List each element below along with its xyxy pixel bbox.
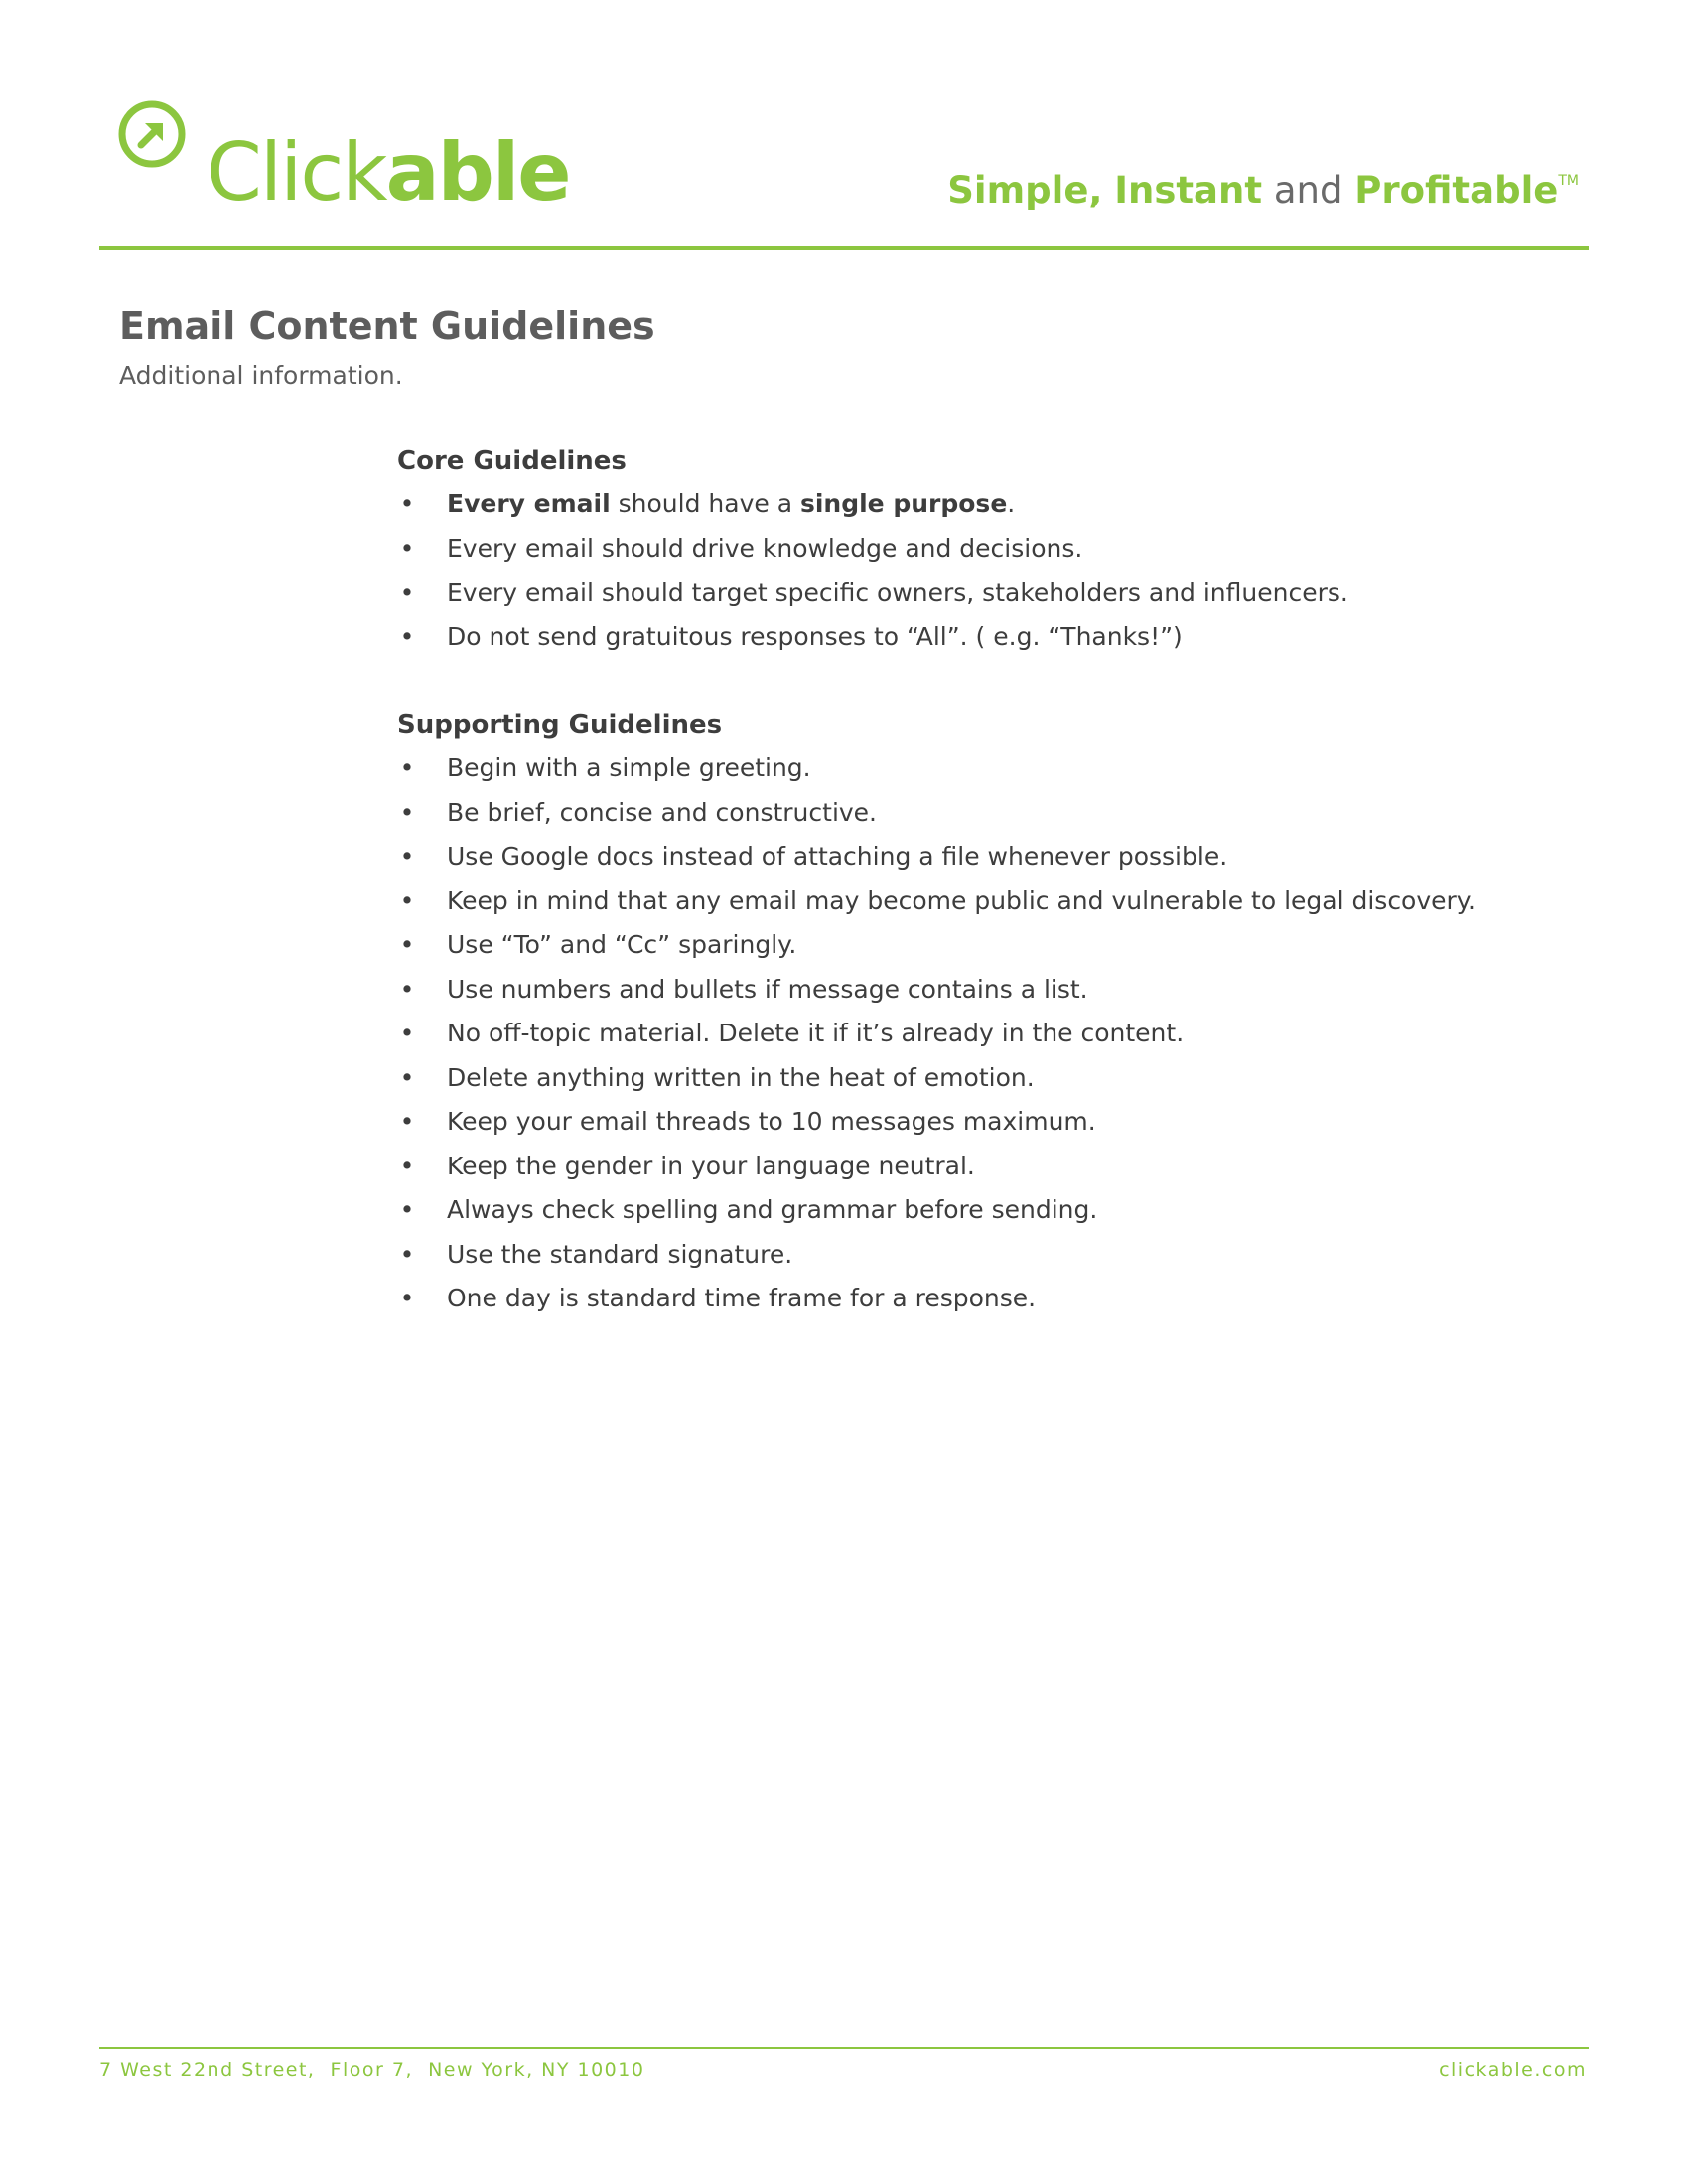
core-guidelines-section: [397, 439, 1539, 659]
list-item: [397, 527, 1539, 572]
list-item-text: Keep in mind that any email may become public and vulnerable to legal discovery.: [447, 886, 1476, 915]
list-item: [397, 615, 1539, 660]
supporting-guidelines-list: [397, 747, 1539, 1321]
bullet-icon: •: [399, 886, 415, 915]
list-item: [397, 1277, 1539, 1321]
list-item: [397, 571, 1539, 615]
emphasis-single-purpose: single purpose: [799, 489, 1008, 518]
tagline-instant: Instant: [1114, 169, 1263, 211]
tagline-simple: Simple,: [947, 169, 1103, 211]
page-subtitle: Additional information.: [119, 361, 403, 390]
list-item-text: Use the standard signature.: [447, 1239, 793, 1269]
list-item: [397, 1145, 1539, 1189]
list-item: [397, 880, 1539, 924]
list-item-text: No off-topic material. Delete it if it’s already in the content.: [447, 1019, 1185, 1047]
bullet-icon: •: [399, 974, 415, 1004]
trademark-mark: TM: [1558, 173, 1579, 189]
footer-website-link[interactable]: clickable.com: [1439, 2059, 1587, 2081]
tagline: [947, 169, 1579, 211]
list-item-text: Every email should drive knowledge and decisions.: [447, 533, 1083, 563]
list-item-text: Do not send gratuitous responses to “All”. ( e.g. “Thanks!”): [447, 621, 1183, 651]
clickable-logo: [117, 95, 570, 224]
bullet-icon: •: [399, 1239, 415, 1269]
header-divider: [99, 246, 1589, 250]
list-item: [397, 1188, 1539, 1233]
list-item: [397, 482, 1539, 527]
bullet-icon: •: [399, 1107, 415, 1136]
list-item-text: should have a: [610, 489, 800, 518]
list-item-text: Begin with a simple greeting.: [447, 753, 811, 782]
arrow-circle-icon: [117, 99, 187, 169]
bullet-icon: •: [399, 753, 415, 782]
supporting-guidelines-heading: Supporting Guidelines: [397, 710, 723, 740]
list-item-text: Every email should target specific owners, stakeholders and influencers.: [447, 578, 1348, 607]
list-item-text: Delete anything written in the heat of emotion.: [447, 1062, 1035, 1092]
list-item-text: Keep your email threads to 10 messages maximum.: [447, 1107, 1096, 1136]
page-title: Email Content Guidelines: [119, 304, 655, 347]
core-guidelines-heading: Core Guidelines: [397, 446, 627, 476]
list-item-text: Use “To” and “Cc” sparingly.: [447, 930, 797, 959]
list-item-text: Keep the gender in your language neutral.: [447, 1151, 975, 1180]
list-item: [397, 1233, 1539, 1278]
list-item-text: Use numbers and bullets if message contains a list.: [447, 974, 1088, 1004]
list-item-text: Use Google docs instead of attaching a file whenever possible.: [447, 842, 1228, 871]
bullet-icon: •: [399, 1151, 415, 1180]
bullet-icon: •: [399, 1284, 415, 1312]
list-item: [397, 791, 1539, 836]
tagline-profitable: Profitable: [1354, 169, 1559, 211]
tagline-and: and: [1273, 169, 1343, 211]
footer-divider: [99, 2047, 1589, 2049]
logo-text-light: Click: [207, 126, 386, 218]
bullet-icon: •: [399, 621, 415, 651]
logo-wordmark: [207, 126, 570, 218]
bullet-icon: •: [399, 842, 415, 871]
list-item: [397, 1056, 1539, 1101]
list-item: [397, 1012, 1539, 1056]
footer-address: 7 West 22nd Street, Floor 7, New York, NY 10010: [99, 2059, 645, 2081]
list-item-text: .: [1007, 489, 1016, 518]
supporting-guidelines-section: [397, 703, 1539, 1321]
list-item: [397, 923, 1539, 968]
logo-text-bold: able: [385, 126, 570, 218]
bullet-icon: •: [399, 578, 415, 607]
emphasis-every-email: Every email: [447, 489, 611, 518]
bullet-icon: •: [399, 489, 415, 518]
list-item: [397, 835, 1539, 880]
bullet-icon: •: [399, 930, 415, 959]
list-item-text: Be brief, concise and constructive.: [447, 797, 878, 827]
bullet-icon: •: [399, 1019, 415, 1047]
core-guidelines-list: [397, 482, 1539, 659]
bullet-icon: •: [399, 1195, 415, 1224]
list-item: [397, 1100, 1539, 1145]
list-item-text: One day is standard time frame for a response.: [447, 1284, 1037, 1312]
bullet-icon: •: [399, 797, 415, 827]
list-item: [397, 747, 1539, 791]
bullet-icon: •: [399, 1062, 415, 1092]
list-item: [397, 968, 1539, 1013]
bullet-icon: •: [399, 533, 415, 563]
list-item-text: Always check spelling and grammar before sending.: [447, 1195, 1098, 1224]
